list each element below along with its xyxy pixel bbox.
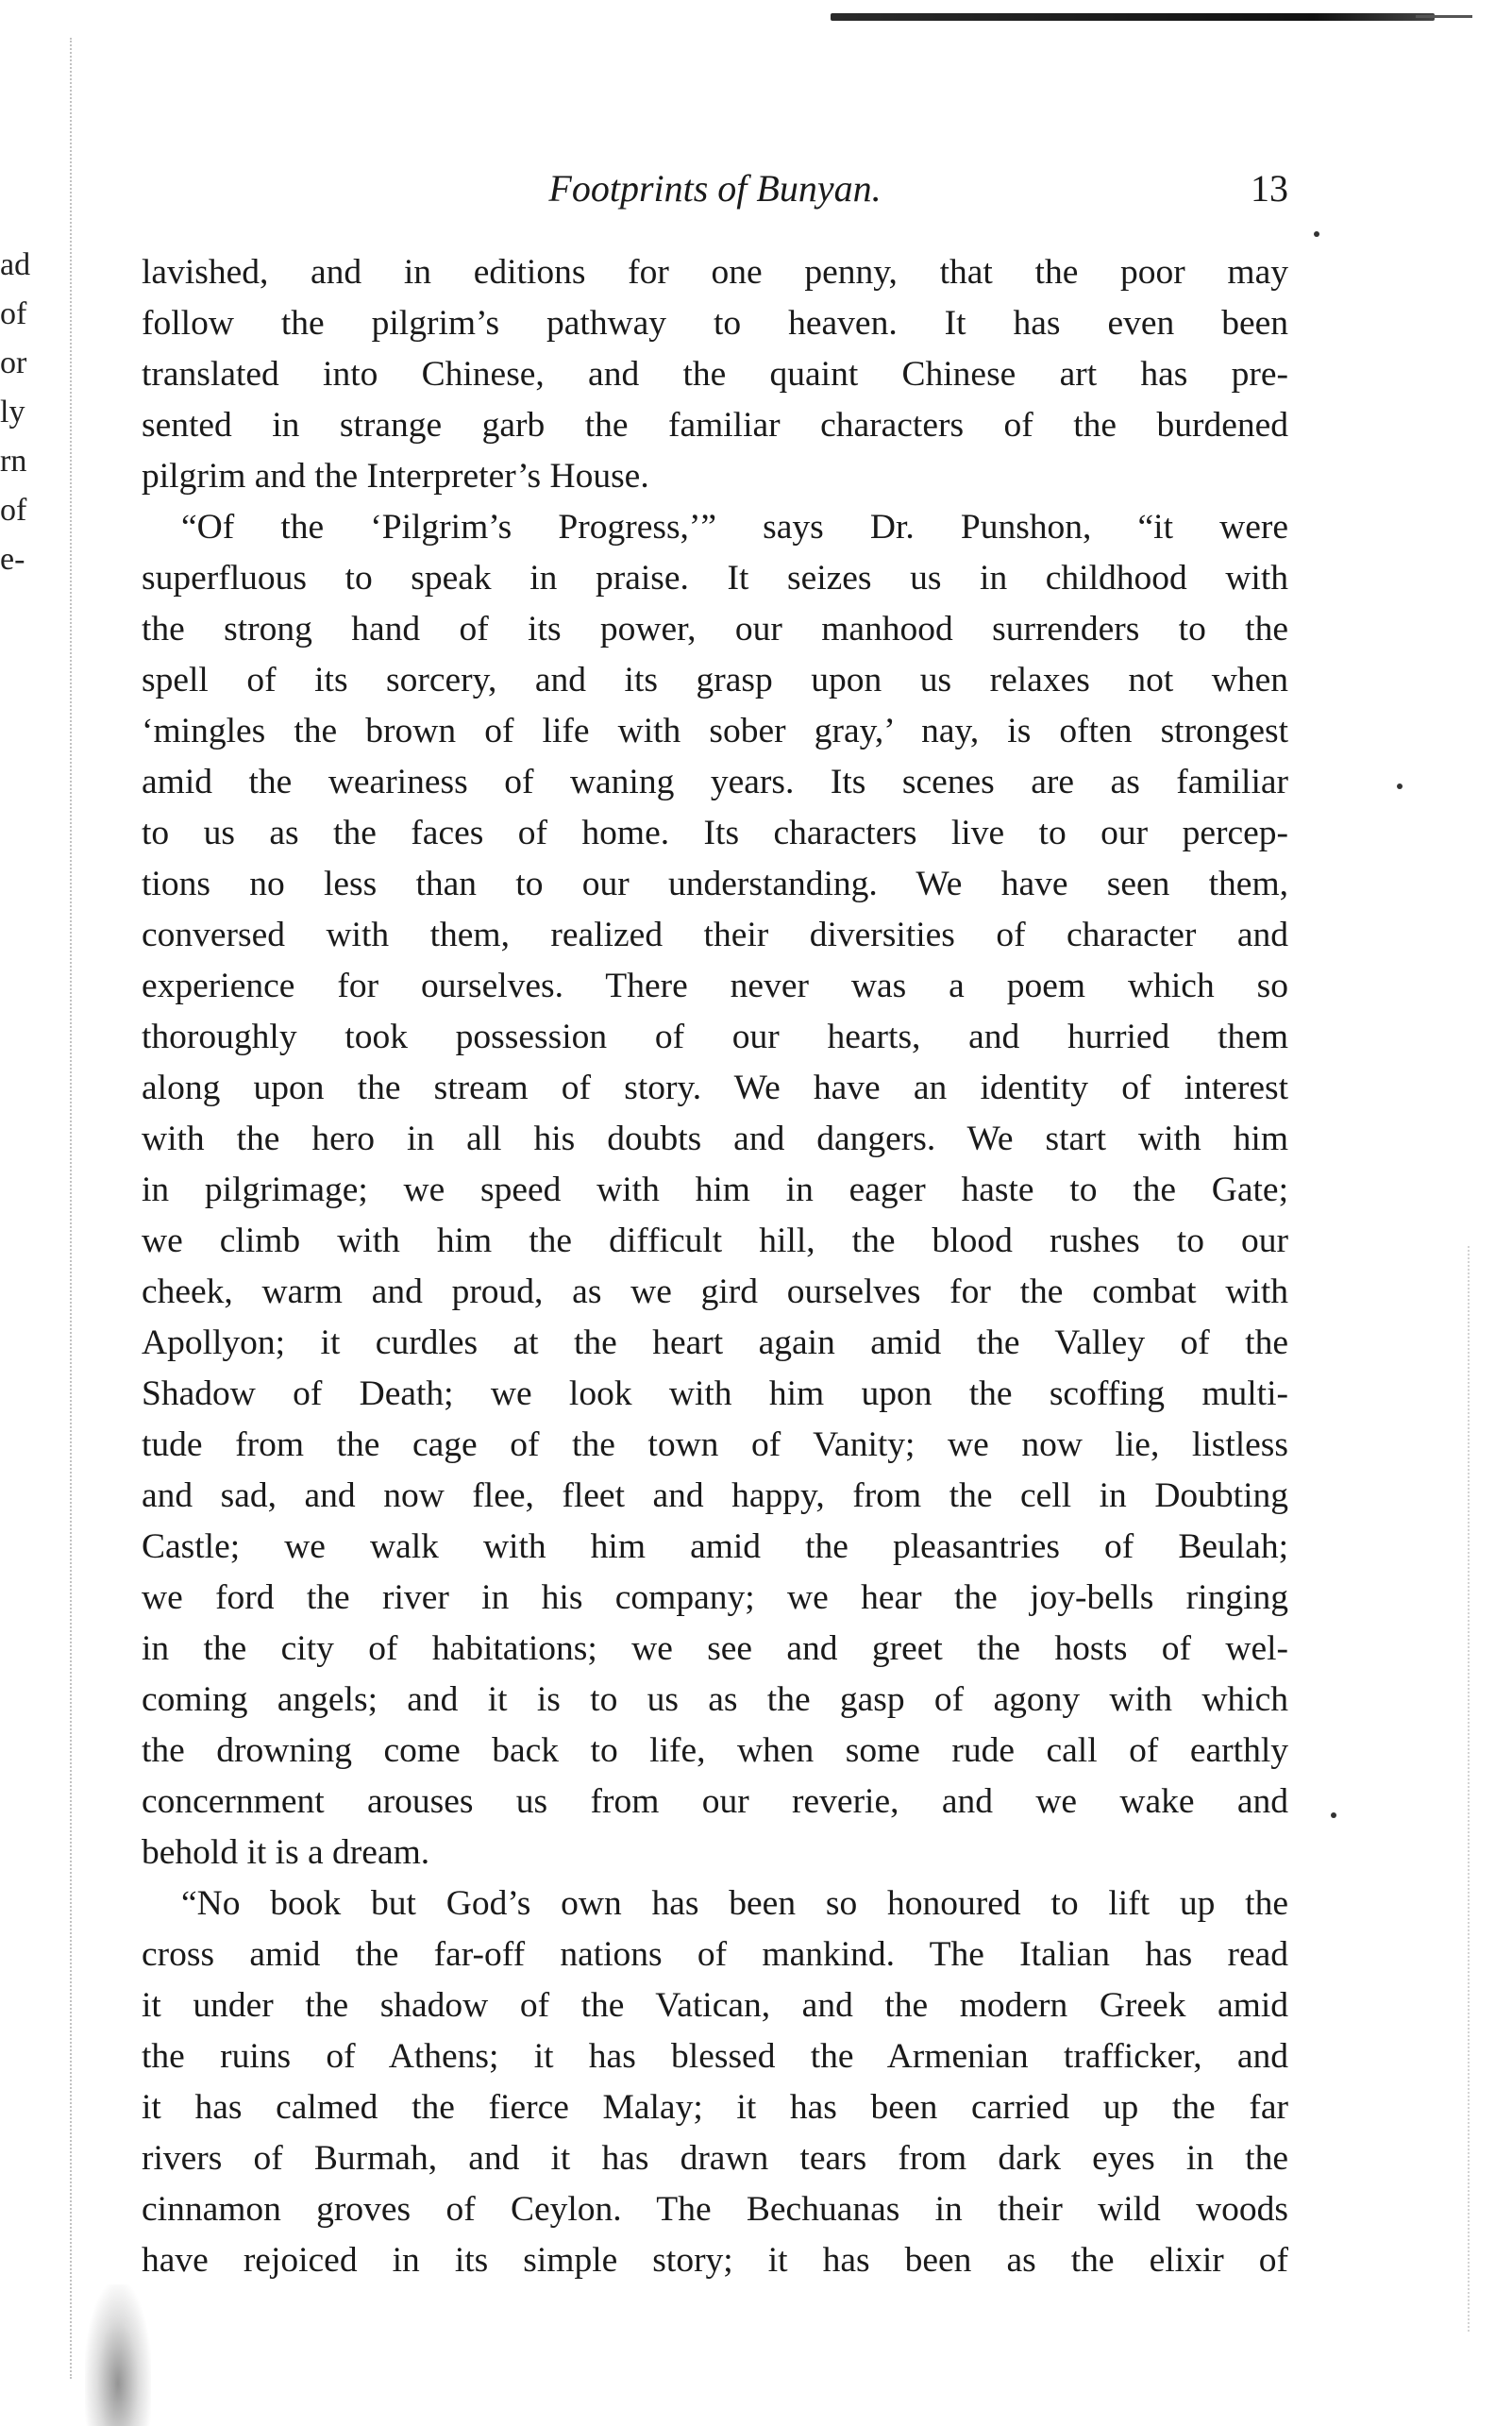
text-line: behold it is a dream.: [142, 1833, 430, 1872]
text-line: amid the weariness of waning years. Its scenes are as familiar: [142, 763, 1288, 801]
text-line: cinnamon groves of Ceylon. The Bechuanas in their wild woods: [142, 2190, 1288, 2229]
text-line: superfluous to speak in praise. It seizes us in childhood with: [142, 559, 1288, 598]
text-line: in pilgrimage; we speed with him in eager haste to the Gate;: [142, 1171, 1288, 1209]
text-line: translated into Chinese, and the quaint Chinese art has pre-: [142, 355, 1288, 394]
text-line: ‘mingles the brown of life with sober gray,’ nay, is often strongest: [142, 712, 1288, 750]
text-line: Castle; we walk with him amid the pleasantries of Beulah;: [142, 1527, 1288, 1566]
text-line: in the city of habitations; we see and greet the hosts of wel-: [142, 1629, 1288, 1668]
text-line: tude from the cage of the town of Vanity; we now lie, listless: [142, 1425, 1288, 1464]
text-line: coming angels; and it is to us as the gasp of agony with which: [142, 1680, 1288, 1719]
gutter-fragment: ly: [0, 395, 25, 430]
text-line: conversed with them, realized their diversities of character and: [142, 916, 1288, 954]
text-line: cheek, warm and proud, as we gird ourselves for the combat with: [142, 1272, 1288, 1311]
text-line: it has calmed the fierce Malay; it has been carried up the far: [142, 2088, 1288, 2127]
text-line: concernment arouses us from our reverie, and we wake and: [142, 1782, 1288, 1821]
text-line: the drowning come back to life, when some rude call of earthly: [142, 1731, 1288, 1770]
text-line: with the hero in all his doubts and dangers. We start with him: [142, 1120, 1288, 1158]
text-line: we ford the river in his company; we hear the joy-bells ringing: [142, 1578, 1288, 1617]
previous-page-fragments: [0, 241, 66, 584]
text-line: along upon the stream of story. We have an identity of interest: [142, 1069, 1288, 1107]
running-title: Footprints of Bunyan.: [548, 167, 882, 210]
text-line: cross amid the far-off nations of mankind. The Italian has read: [142, 1935, 1288, 1974]
text-line: and sad, and now flee, fleet and happy, from the cell in Doubting: [142, 1476, 1288, 1515]
body-text: [142, 247, 1288, 2286]
gutter-fragment: rn: [0, 444, 27, 479]
text-line: spell of its sorcery, and its grasp upon us relaxes not when: [142, 661, 1288, 699]
text-line: thoroughly took possession of our hearts, and hurried them: [142, 1018, 1288, 1056]
text-line: to us as the faces of home. Its characters live to our percep-: [142, 814, 1288, 852]
paragraph-start-line: “No book but God’s own has been so honoured to lift up the: [181, 1884, 1288, 1923]
text-line: sented in strange garb the familiar characters of the burdened: [142, 406, 1288, 445]
scan-smudge: [85, 2284, 151, 2426]
gutter-fragment: of: [0, 493, 27, 528]
scan-speck: [1331, 1812, 1336, 1818]
scan-speck: [1314, 231, 1319, 237]
text-line: the ruins of Athens; it has blessed the Armenian trafficker, and: [142, 2037, 1288, 2076]
gutter-fragment: of: [0, 296, 27, 331]
text-line: Apollyon; it curdles at the heart again amid the Valley of the: [142, 1323, 1288, 1362]
top-rule-tail: [1416, 15, 1472, 18]
text-line: experience for ourselves. There never was a poem which so: [142, 967, 1288, 1005]
text-line: it under the shadow of the Vatican, and the modern Greek amid: [142, 1986, 1288, 2025]
paragraph-start-line: “Of the ‘Pilgrim’s Progress,’” says Dr. Punshon, “it were: [181, 508, 1288, 547]
text-line: have rejoiced in its simple story; it has been as the elixir of: [142, 2241, 1288, 2280]
scan-speck: [1397, 783, 1403, 789]
page-header: [142, 160, 1288, 217]
page-number: 13: [1251, 167, 1288, 210]
binding-gutter-marks: [70, 38, 77, 2379]
text-line: follow the pilgrim’s pathway to heaven. It has even been: [142, 304, 1288, 343]
top-rule: [831, 13, 1435, 21]
gutter-fragment: ad: [0, 247, 31, 282]
text-line: Shadow of Death; we look with him upon the scoffing multi-: [142, 1374, 1288, 1413]
gutter-fragment: or: [0, 345, 27, 380]
text-line: we climb with him the difficult hill, the blood rushes to our: [142, 1221, 1288, 1260]
scan-noise-right: [1468, 1246, 1473, 2332]
text-line: tions no less than to our understanding. We have seen them,: [142, 865, 1288, 903]
text-line: rivers of Burmah, and it has drawn tears from dark eyes in the: [142, 2139, 1288, 2178]
text-line: the strong hand of its power, our manhood surrenders to the: [142, 610, 1288, 649]
text-line: lavished, and in editions for one penny, that the poor may: [142, 253, 1288, 292]
gutter-fragment: e-: [0, 542, 25, 577]
text-line: pilgrim and the Interpreter’s House.: [142, 457, 649, 496]
